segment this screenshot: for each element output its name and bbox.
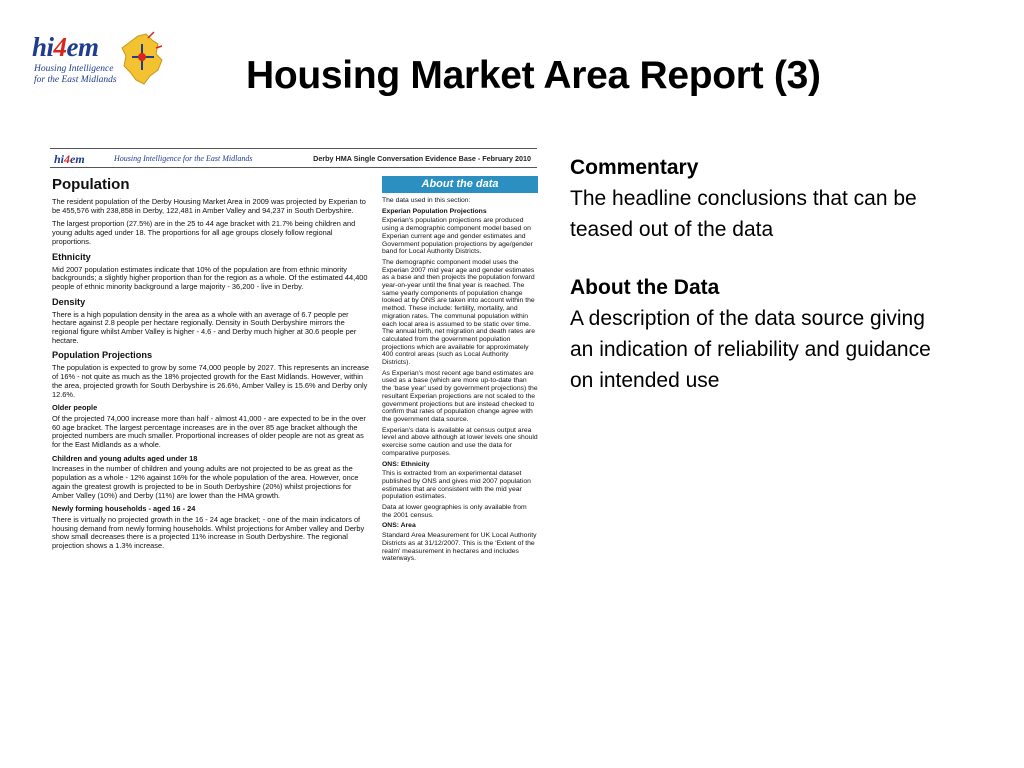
slide-title: Housing Market Area Report (3) [246,54,821,97]
households-heading: Newly forming households - aged 16 - 24 [52,504,196,514]
paragraph: This is extracted from an experimental dataset published by ONS and gives mid 2007 population estimates that are consistent with the mid year population estimates. [382,470,531,501]
projections-heading: Population Projections [52,350,153,361]
paragraph: Mid 2007 population estimates indicate that 10% of the population are from ethnic minority backgrounds; a slightly higher proportion than for the region as a whole. Of the estimated 44,400 people of ethnic minority background a large majority - 36,200 - live in Derby. [52,264,368,291]
paragraph: The data used in this section: [382,197,471,204]
paragraph: The largest proportion (27.5%) are in the 25 to 44 age bracket with 21.7% being children and young adults aged under 18. The proportions for all age groups closely follow regional proportions. [52,219,356,246]
about-the-data-banner: About the data [382,176,538,193]
children-heading: Children and young adults aged under 18 [52,453,198,463]
paragraph: The population is expected to grow by some 74,000 people by 2027. This represents an increase of 16% - not quite as much as the 18% projected growth for the East Midlands. However, within the area, projected growth for South Derbyshire is 26.6%, Amber Valley is 15.6% and Derby only 12.6%. [52,363,370,399]
east-midlands-map-icon [118,30,164,88]
paragraph: Experian's population projections are produced using a demographic component model based on Experian current age and gender estimates and Government population projections by age/gender band for Local Authority Districts. [382,217,533,256]
logo-tagline: Housing Intelligence for the East Midlands [34,64,117,85]
ons-ethnicity-heading: ONS: Ethnicity [382,460,430,468]
paragraph: The resident population of the Derby Housing Market Area in 2009 was projected by Experian to be 455,576 with 238,858 in Derby, 122,481 in Amber Valley and 94,237 in South Derbyshire. [52,197,366,215]
ethnicity-heading: Ethnicity [52,251,91,262]
about-data-heading: About the Data [570,276,720,299]
commentary-panel [570,152,1010,396]
paragraph: Experian's data is available at census output area level and above although at lower levels one should exercise some caution and use the data for comparative purposes. [382,426,538,457]
paragraph: There is virtually no projected growth in the 16 - 24 age bracket; - one of the main indicators of housing demand from newly forming households. Whilst projections for Amber valley and Derby show small decreases there is a projected 11% increase in South Derbyshire. The regional projection shows a 1.3% increase. [52,514,365,551]
paragraph: Of the projected 74,000 increase more than half - almost 41,000 - are expected to be in the over 60 age bracket. The largest percentage increases are in the over 85 age bracket although the projected numbers are much smaller. Proportional increases of older people are not as great as for the East Midlands as a whole. [52,413,366,450]
document-header [50,146,537,168]
experian-heading: Experian Population Projections [382,207,487,215]
paragraph: Increases in the number of children and young adults are not projected to be as great as the population as a whole - 12% against 16% for the whole population of the area. However, once again the greatest growth is projected to be in South Derbyshire (20%) whilst projections for Amber Valley (10%) and Derby (11%) are lower than the HMA growth. [52,464,359,500]
document-brand-subtitle: Housing Intelligence for the East Midlands [114,154,253,163]
population-heading: Population [52,176,130,193]
density-heading: Density [52,296,86,307]
paragraph: There is a high population density in the area as a whole with an average of 6.7 people per hectare against 2.8 people per hectare regionally. Density in South Derbyshire mirrors the regional figure whilst Amber Valley is higher - 4.6 - and Derby much higher at 30.6 people per hectare. [52,309,357,345]
document-brand: hi4em [54,152,85,166]
paragraph: As Experian's most recent age band estimates are used as a base (which are more up-to-date than the 'base year' used by government projections) the resultant Experian projections are not scaled to the government projections but are instead checked to confirm that rates of population change agree with the government data source. [382,369,538,423]
about-data-text: A description of the data source giving an indication of reliability and guidance on intended use [570,307,931,392]
hi4em-logo [20,28,170,98]
logo-wordmark: hi4em [32,32,99,62]
paragraph: Standard Area Measurement for UK Local Authority Districts as at 31/12/2007. This is the 'Extent of the realm' measurement in hectares and includes waterways. [382,532,537,563]
population-column [52,176,370,556]
ons-area-heading: ONS: Area [382,522,416,530]
paragraph: Data at lower geographies is only available from the 2001 census. [382,504,527,519]
older-people-heading: Older people [52,403,98,413]
paragraph: The demographic component model uses the Experian 2007 mid year age and gender estimates as a base and then projects the population forward year-on-year until the final year is reached. The same yearly components of population change looked at by ONS are taken into account within the method. These include: fertility, mortality, and migration rates. The communal population within each local area is assumed to be static over time. The annual birth, net migration and death rates are calculated from the government population projections which are available for approximately 400 control areas (such as Local Authority Districts). [382,258,536,367]
document-header-title: Derby HMA Single Conversation Evidence Base - February 2010 [313,154,531,163]
document-page [50,146,540,686]
about-the-data-column [382,176,538,566]
commentary-heading: Commentary [570,156,699,179]
commentary-text: The headline conclusions that can be teased out of the data [570,187,917,241]
